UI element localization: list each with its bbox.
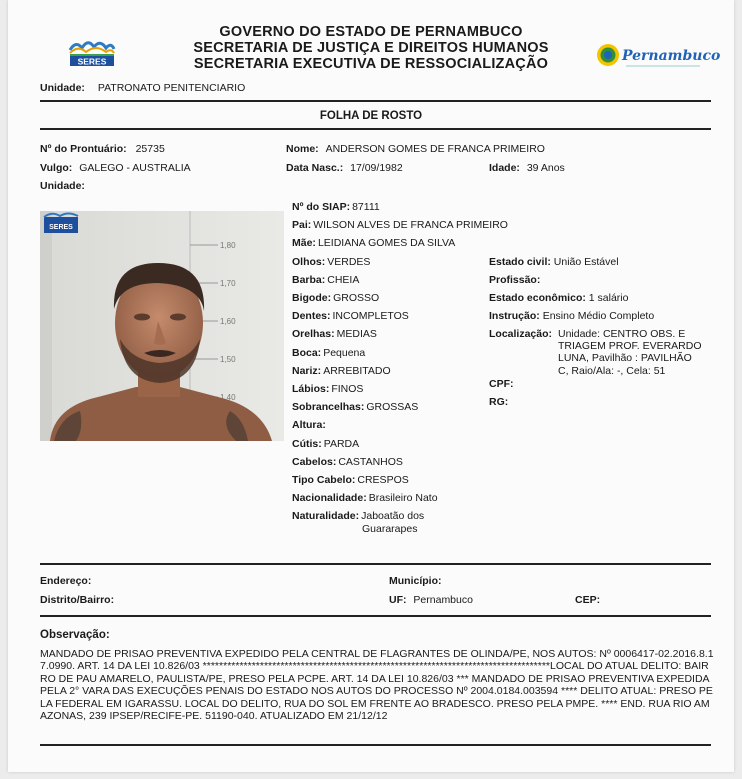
detail-label: Tipo Cabelo: (292, 474, 356, 486)
detail-value: Pequena (323, 346, 366, 359)
details-left-row (292, 256, 370, 269)
details-left-row (292, 347, 365, 360)
detail-label: Nacionalidade: (292, 492, 367, 505)
detail-value: MEDIAS (336, 328, 377, 341)
scale-mark-140: 1,40 (220, 393, 236, 402)
detail-label: Mãe: (292, 237, 316, 250)
unidade-top-value: PATRONATO PENITENCIARIO (97, 82, 246, 94)
detail-value: Jaboatão dos (361, 510, 425, 523)
localizacao-label: Localização: (489, 328, 553, 340)
detail-value: FINOS (331, 383, 364, 395)
field-rg (489, 396, 508, 409)
observacao-text: MANDADO DE PRISAO PREVENTIVA EXPEDIDO PELA CENTRAL DE FLAGRANTES DE OLINDA/PE, NOS AUTOS: Nº 0006417-02.2016.8.17.0990. ART. 14 DA LEI 10.826/03 *************************************************************************************LOCAL DO ATUAL DELITO: BAIRRO DE PAU AMARELO, PAULISTA/PE, PRESO PELA PCPE. ART. 14 DA LEI 10.826/03 *** MANDADO DE PRISAO PREVENTIVA EXPEDIDA PELA 2° VARA DAS EXECUÇÕES PENAIS DO ESTADO NOS AUTOS DO PROCESSO Nº 2004.0184.003594 **** DELITO ATUAL: PRESO PELA FEDERAL EM IGARASSU. LOCAL DO DELITO, RUA DO SOL EM FRENTE AO BRADESCO. PRESO PELA PMPE. **** END. RUA RIO AMAZONAS, 239 IPSEP/RECIFE-PE. 51190-040. ATUALIZADO EM 21/12/12 (40, 648, 714, 723)
detail-value: CHEIA (327, 273, 360, 286)
divider-address-bottom (40, 615, 711, 617)
data-nasc-value: 17/09/1982 (350, 162, 403, 174)
data-nasc-label: Data Nasc.: (286, 162, 344, 174)
field-distrito (40, 594, 114, 607)
detail-value: 87111 (352, 201, 380, 213)
detail-value-continuation: Guararapes (362, 523, 418, 536)
photo-logo-text: SERES (49, 224, 73, 231)
details-left-row (292, 438, 359, 451)
unidade-label: Unidade: (40, 180, 85, 192)
details-left-row (292, 510, 424, 523)
detail-label: Pai: (292, 219, 312, 232)
detail-label: Cútis: (292, 437, 322, 450)
field-cpf (489, 378, 514, 391)
detail-label: Boca: (292, 346, 322, 359)
detail-label: Sobrancelhas: (292, 401, 365, 414)
mugshot-photo (40, 211, 284, 441)
estado-civil-value: União Estável (553, 256, 619, 268)
prontuario-value: 25735 (135, 143, 165, 155)
unidade-top (40, 82, 245, 95)
detail-label: Cabelos: (292, 455, 337, 468)
localizacao-value (558, 328, 702, 377)
svg-text:SERES: SERES (77, 56, 107, 67)
field-instrucao (489, 310, 654, 323)
pernambuco-logo-icon (596, 40, 721, 74)
field-estado-economico (489, 292, 628, 305)
distrito-label: Distrito/Bairro: (40, 594, 115, 606)
detail-value: GROSSAS (366, 401, 419, 414)
instrucao-label: Instrução: (489, 310, 540, 322)
details-left-row (292, 310, 409, 323)
nome-value: ANDERSON GOMES DE FRANCA PRIMEIRO (325, 143, 545, 155)
field-endereco (40, 575, 91, 588)
unidade-top-label: Unidade: (40, 82, 85, 94)
svg-text:Pernambuco: Pernambuco (622, 48, 721, 64)
field-cep (575, 594, 600, 607)
profissao-label: Profissão: (489, 274, 541, 286)
details-left-row (292, 383, 363, 396)
details-left-row (292, 474, 409, 487)
detail-value: Brasileiro Nato (368, 492, 438, 505)
field-prontuario (40, 143, 165, 156)
localizacao-line-3: LUNA, Pavilhão : PAVILHÃO (558, 352, 692, 365)
detail-label: Bigode: (292, 292, 332, 304)
estado-economico-value: 1 salário (588, 292, 629, 304)
field-unidade (40, 180, 85, 193)
detail-value: VERDES (327, 255, 371, 268)
uf-label: UF: (389, 594, 407, 606)
details-left-row (292, 419, 328, 432)
details-left-row (292, 492, 438, 505)
field-estado-civil (489, 256, 619, 269)
detail-label: Dentes: (292, 310, 331, 323)
localizacao-line-1: Unidade: CENTRO OBS. E (558, 328, 686, 340)
field-localizacao (489, 328, 552, 341)
observacao-heading (40, 629, 110, 642)
field-municipio (389, 575, 442, 588)
field-uf (389, 594, 473, 607)
header-line-1: GOVERNO DO ESTADO DE PERNAMBUCO (219, 24, 523, 40)
detail-label: Altura: (292, 419, 326, 432)
prontuario-label: Nº do Prontuário: (40, 143, 127, 155)
divider-address-top (40, 563, 711, 565)
details-left-row (292, 201, 380, 214)
details-left-row (292, 365, 391, 378)
localizacao-line-2: TRIAGEM PROF. EVERARDO (558, 340, 702, 353)
details-left-row (292, 456, 403, 469)
field-idade (489, 162, 565, 175)
cep-label: CEP: (575, 594, 601, 606)
seres-logo-icon (66, 36, 116, 68)
divider-top (40, 100, 711, 102)
detail-value: CASTANHOS (338, 455, 403, 468)
cpf-label: CPF: (489, 378, 514, 390)
instrucao-value: Ensino Médio Completo (542, 310, 655, 322)
details-left-row (292, 237, 455, 250)
scale-mark-170: 1,70 (220, 279, 236, 288)
detail-label: Nariz: (292, 364, 322, 377)
estado-civil-label: Estado civil: (489, 256, 551, 268)
detail-label: Lábios: (292, 383, 330, 395)
divider-bottom (40, 744, 711, 746)
idade-value: 39 Anos (526, 162, 565, 174)
detail-label: Orelhas: (292, 328, 335, 341)
details-left-row (292, 401, 418, 414)
scale-mark-180: 1,80 (220, 241, 236, 250)
vulgo-value: GALEGO - AUSTRALIA (79, 162, 191, 174)
scale-mark-150: 1,50 (220, 355, 236, 364)
rg-label: RG: (489, 396, 509, 408)
details-left-row (292, 328, 377, 341)
detail-value: GROSSO (333, 292, 380, 304)
mugshot-image (40, 211, 284, 441)
uf-value: Pernambuco (413, 594, 473, 606)
details-left-row (292, 274, 359, 287)
scale-mark-160: 1,60 (220, 317, 236, 326)
divider-title (40, 128, 711, 130)
field-vulgo (40, 162, 191, 175)
detail-value: INCOMPLETOS (332, 310, 409, 323)
detail-value: WILSON ALVES DE FRANCA PRIMEIRO (313, 219, 508, 232)
detail-label: Nº do SIAP: (292, 201, 351, 213)
vulgo-label: Vulgo: (40, 162, 73, 174)
detail-value: ARREBITADO (323, 364, 391, 377)
observacao-label: Observação: (40, 629, 110, 641)
details-left-row (292, 292, 379, 305)
nome-label: Nome: (286, 143, 319, 155)
header-line-3: SECRETARIA EXECUTIVA DE RESSOCIALIZAÇÃO (193, 56, 549, 72)
estado-economico-label: Estado econômico: (489, 292, 586, 304)
detail-label: Naturalidade: (292, 510, 360, 523)
localizacao-line-4: C, Raio/Ala: -, Cela: 51 (558, 364, 666, 377)
detail-value: CRESPOS (357, 474, 409, 486)
municipio-label: Município: (389, 575, 442, 587)
details-left-row (292, 219, 508, 232)
field-profissao (489, 274, 540, 287)
section-title: FOLHA DE ROSTO (319, 110, 423, 122)
detail-value: PARDA (323, 437, 360, 450)
field-nome (286, 143, 545, 156)
detail-label: Barba: (292, 273, 326, 286)
detail-value: LEIDIANA GOMES DA SILVA (317, 237, 456, 250)
header-line-2: SECRETARIA DE JUSTIÇA E DIREITOS HUMANOS (193, 40, 549, 56)
idade-label: Idade: (489, 162, 520, 174)
detail-label: Olhos: (292, 255, 326, 268)
endereco-label: Endereço: (40, 575, 92, 587)
field-data-nasc (286, 162, 403, 175)
